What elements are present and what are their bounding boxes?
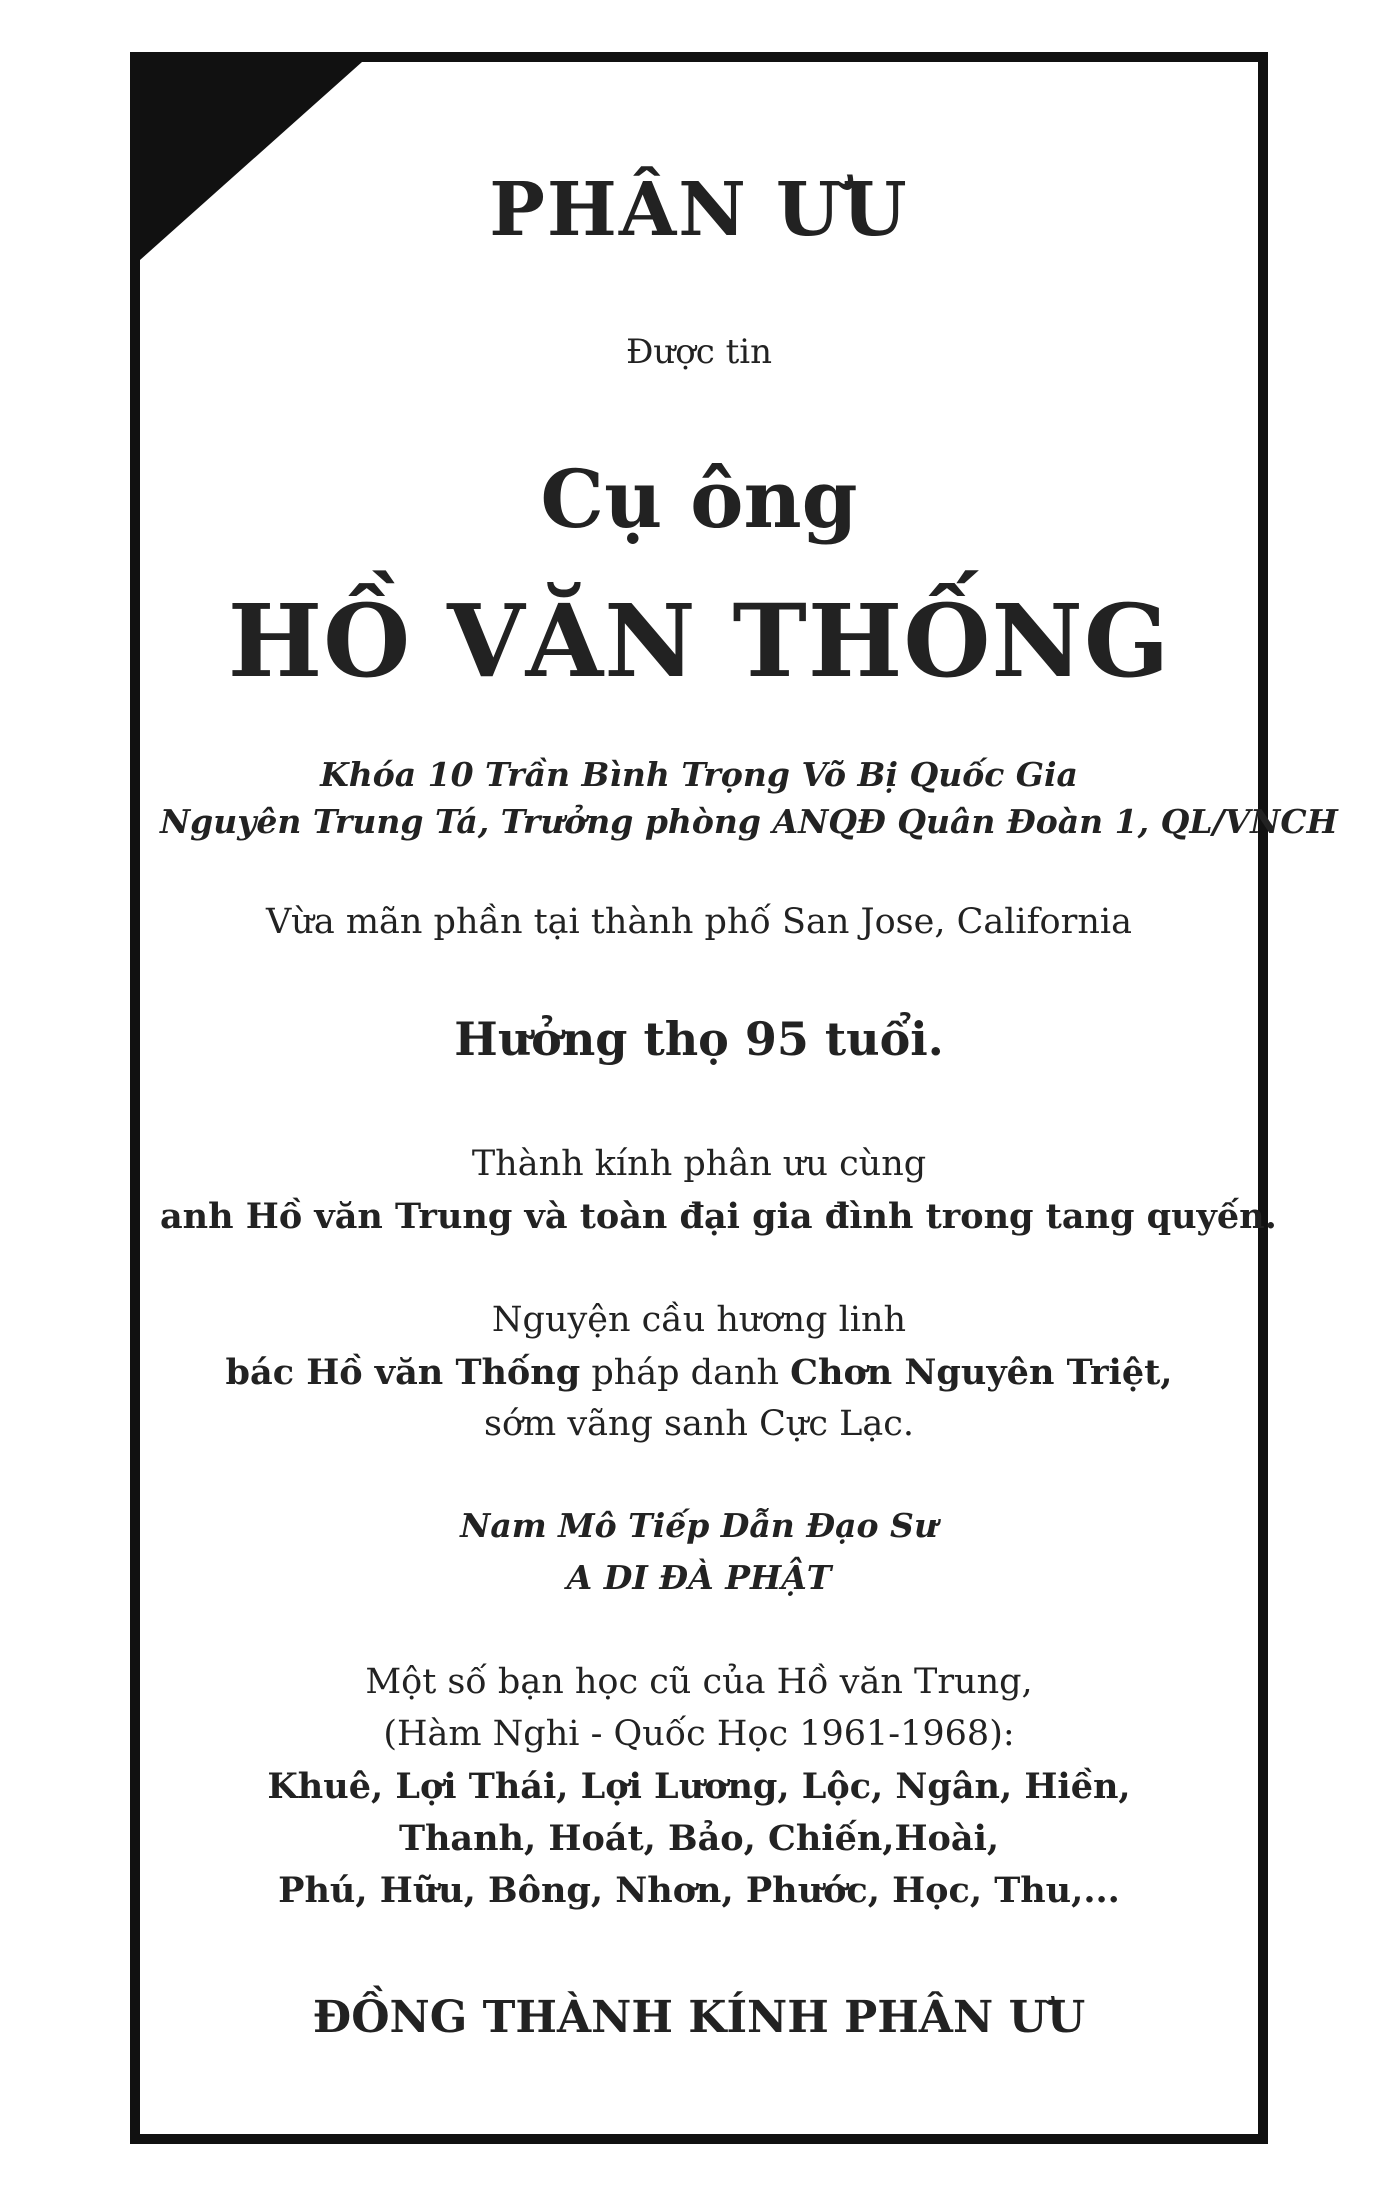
obituary-frame	[130, 52, 1338, 2144]
senders-names-3: Phú, Hữu, Bông, Nhơn, Phước, Học, Thu,...	[278, 1870, 1120, 1911]
age-text: Hưởng thọ 95 tuổi.	[454, 1012, 944, 1066]
prayer-deceased-name: bác Hồ văn Thống	[225, 1352, 581, 1393]
senders-line-2: (Hàm Nghi - Quốc Học 1961-1968):	[383, 1714, 1015, 1754]
senders-names-1: Khuê, Lợi Thái, Lợi Lương, Lộc, Ngân, Hiền,	[267, 1766, 1131, 1807]
honorific: Cụ ông	[540, 452, 858, 546]
senders-names-2: Thanh, Hoát, Bảo, Chiến,Hoài,	[398, 1818, 1000, 1859]
deceased-name: HỒ VĂN THỐNG	[227, 582, 1171, 700]
intro-text: Được tin	[625, 332, 773, 372]
prayer-line-1: Nguyện cầu hương linh	[491, 1300, 907, 1340]
prayer-line-2	[160, 1352, 1238, 1393]
prayer-dharma-label: pháp danh	[580, 1353, 791, 1393]
chant-line-2: A DI ĐÀ PHẬT	[566, 1558, 832, 1597]
notice-title: PHÂN ƯU	[489, 167, 909, 253]
senders-line-1: Một số bạn học cũ của Hồ văn Trung,	[365, 1662, 1033, 1702]
prayer-line-3: sớm vãng sanh Cực Lạc.	[484, 1404, 914, 1444]
chant-line-1: Nam Mô Tiếp Dẫn Đạo Sư	[460, 1506, 938, 1545]
closing-text: ĐỒNG THÀNH KÍNH PHÂN ƯU	[312, 1992, 1086, 2043]
passed-place: Vừa mãn phần tại thành phố San Jose, California	[266, 902, 1132, 942]
condolence-line-2: anh Hồ văn Trung và toàn đại gia đình trong tang quyến.	[160, 1196, 1277, 1237]
condolence-line-1: Thành kính phân ưu cùng	[471, 1144, 927, 1184]
prayer-dharma-name: Chơn Nguyên Triệt,	[790, 1352, 1173, 1393]
military-line-1: Khóa 10 Trần Bình Trọng Võ Bị Quốc Gia	[320, 755, 1078, 794]
military-line-2: Nguyên Trung Tá, Trưởng phòng ANQĐ Quân Đoàn 1, QL/VNCH	[160, 802, 1338, 841]
obituary-content	[140, 62, 1338, 2134]
